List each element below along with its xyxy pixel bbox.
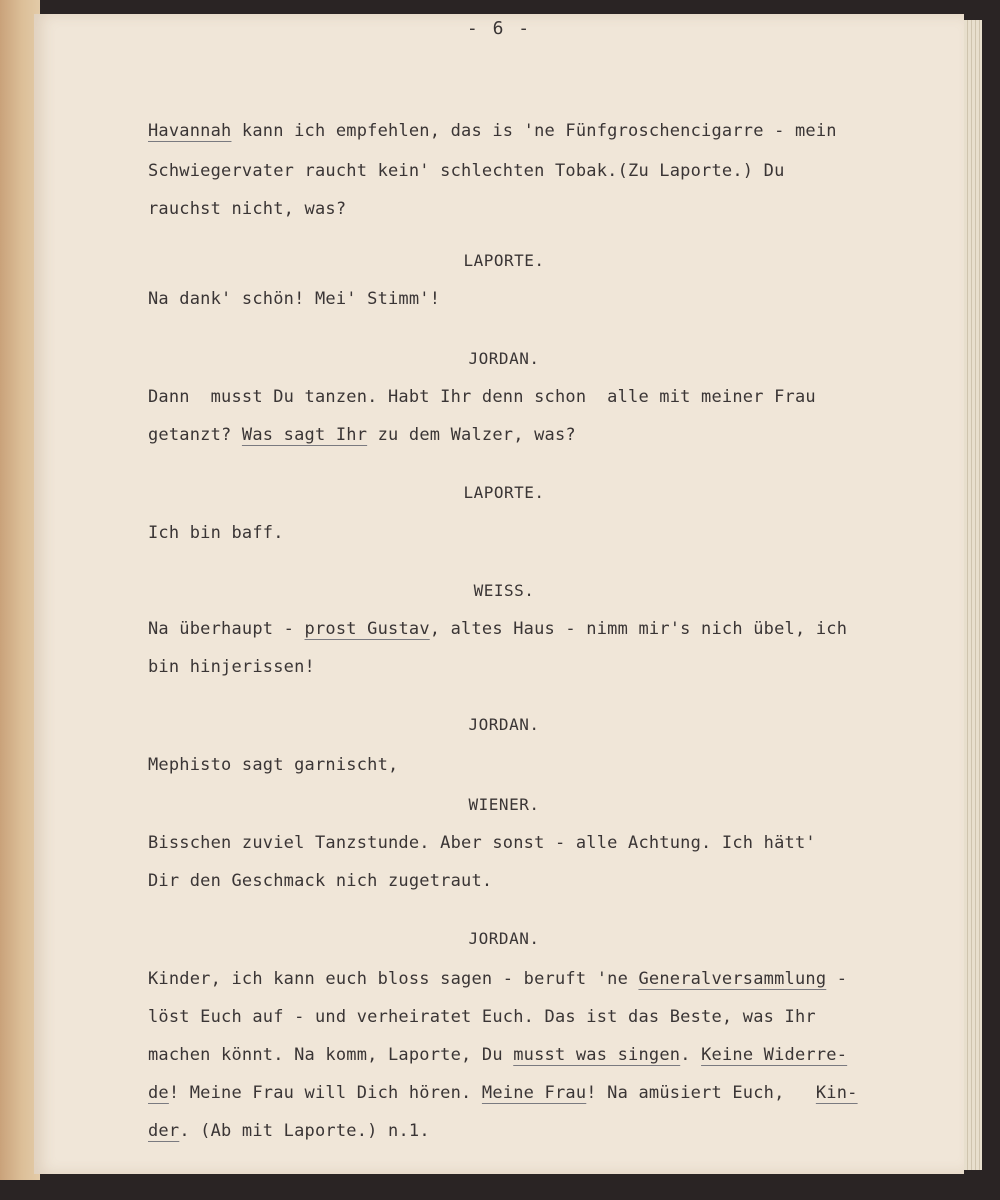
- text-segment: Mephisto sagt garnischt,: [148, 755, 399, 775]
- text-segment: rauchst nicht, was?: [148, 199, 347, 219]
- underlined-text: Was sagt Ihr: [241, 425, 368, 445]
- text-segment: ! Meine Frau will Dich hören.: [168, 1083, 482, 1103]
- text-segment: machen könnt. Na komm, Laporte, Du: [148, 1045, 514, 1065]
- typescript-page: [34, 14, 964, 1174]
- text-segment: zu dem Walzer, was?: [367, 425, 576, 445]
- dialogue-line: [148, 1120, 430, 1142]
- text-segment: bin hinjerissen!: [148, 657, 315, 677]
- speaker-name: WEISS.: [473, 581, 535, 600]
- text-segment: Na überhaupt -: [148, 619, 305, 639]
- dialogue-line: [148, 522, 284, 544]
- text-segment: .: [680, 1045, 702, 1065]
- text-segment: kann ich empfehlen, das is 'ne Fünfgroschencigarre - mein: [231, 121, 837, 141]
- text-segment: Dir den Geschmack nich zugetraut.: [148, 871, 493, 891]
- underlined-text: Keine Widerre-: [701, 1045, 848, 1065]
- dialogue-line: [148, 1082, 858, 1104]
- underlined-text: prost Gustav: [304, 619, 430, 639]
- text-segment: Na dank' schön! Mei' Stimm'!: [148, 289, 441, 309]
- speaker-name: JORDAN.: [468, 929, 540, 948]
- dialogue-line: [148, 198, 346, 220]
- speaker-name: WIENER.: [468, 795, 540, 814]
- page-number: - 6 -: [466, 18, 532, 39]
- text-segment: Schwiegervater raucht kein' schlechten Tobak.(Zu Laporte.) Du: [148, 161, 785, 181]
- dialogue-line: [148, 386, 816, 408]
- text-segment: Kinder, ich kann euch bloss sagen - beruft 'ne: [148, 969, 639, 989]
- text-segment: Bisschen zuviel Tanzstunde. Aber sonst - alle Achtung. Ich hätt': [148, 833, 816, 853]
- text-segment: . (Ab mit Laporte.) n.1.: [179, 1121, 430, 1141]
- underlined-text: der: [148, 1121, 180, 1141]
- text-segment: löst Euch auf - und verheiratet Euch. Das ist das Beste, was Ihr: [148, 1007, 816, 1027]
- underlined-text: Kin-: [815, 1083, 858, 1103]
- text-segment: , altes Haus - nimm mir's nich übel, ich: [429, 619, 848, 639]
- text-segment: getanzt?: [148, 425, 242, 445]
- underlined-text: Generalversammlung: [638, 969, 827, 989]
- underlined-text: musst was singen: [513, 1045, 681, 1065]
- dialogue-line: [148, 288, 440, 310]
- dialogue-line: [148, 1044, 847, 1066]
- text-segment: Ich bin baff.: [148, 523, 284, 543]
- dialogue-line: [148, 832, 816, 854]
- dialogue-line: [148, 160, 785, 182]
- dialogue-line: [148, 754, 398, 776]
- dialogue-line: [148, 618, 847, 640]
- text-segment: ! Na amüsiert Euch,: [586, 1083, 816, 1103]
- dialogue-line: [148, 424, 576, 446]
- speaker-name: LAPORTE.: [463, 251, 545, 270]
- underlined-text: de: [148, 1083, 169, 1103]
- dialogue-line: [148, 968, 847, 990]
- speaker-name: JORDAN.: [468, 715, 540, 734]
- underlined-text: Havannah: [148, 121, 232, 141]
- dialogue-line: [148, 1006, 816, 1028]
- text-segment: Dann musst Du tanzen. Habt Ihr denn schon alle mit meiner Frau: [148, 387, 816, 407]
- dialogue-line: [148, 120, 837, 142]
- dialogue-line: [148, 656, 315, 678]
- speaker-name: JORDAN.: [468, 349, 540, 368]
- underlined-text: Meine Frau: [481, 1083, 587, 1103]
- dialogue-line: [148, 870, 492, 892]
- text-segment: -: [826, 969, 848, 989]
- speaker-name: LAPORTE.: [463, 483, 545, 502]
